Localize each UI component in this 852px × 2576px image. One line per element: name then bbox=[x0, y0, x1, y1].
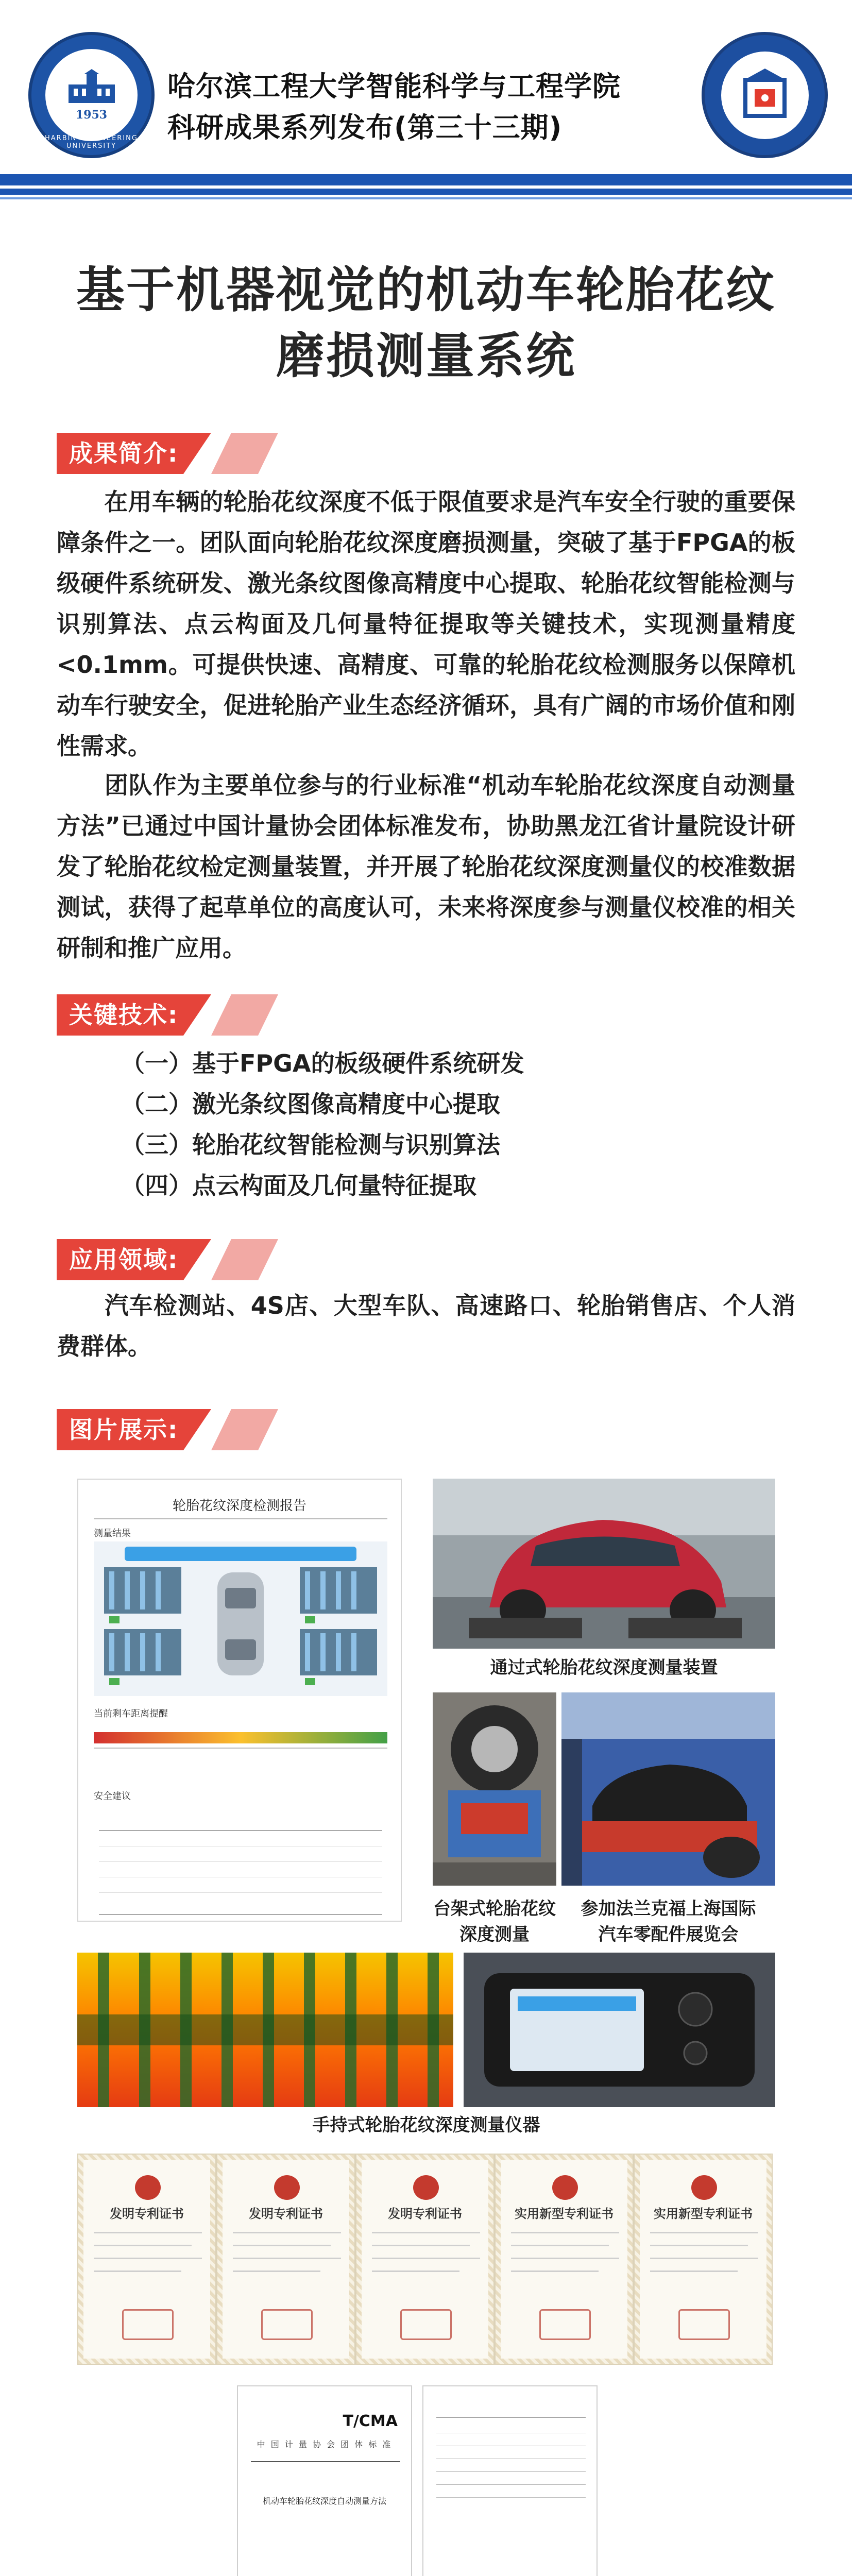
university-logo bbox=[28, 32, 155, 158]
key-tech-item-1: （一）基于FPGA的板级硬件系统研发 bbox=[121, 1049, 524, 1077]
seal-icon bbox=[261, 2309, 313, 2340]
intro-paragraph-2: 团队作为主要单位参与的行业标准“机动车轮胎花纹深度自动测量方法”已通过中国计量协会团体标准发布，协助黑龙江省计量院设计研发了轮胎花纹检定测量装置，并开展了轮胎花纹深度测量仪的校准数据测试，获得了起草单位的高度认可，未来将深度参与测量仪校准的相关研制和推广应用。 bbox=[57, 771, 795, 962]
standard-code: T/CMA bbox=[343, 2412, 398, 2430]
header-stripe-light bbox=[0, 197, 852, 199]
section-title-gallery: 图片展示: bbox=[69, 1416, 179, 1444]
patent-certificate: 发明专利证书 bbox=[355, 2154, 495, 2365]
poster-title-line1: 基于机器视觉的机动车轮胎花纹 bbox=[76, 262, 776, 318]
standard-title: 机动车轮胎花纹深度自动测量方法 bbox=[262, 2496, 386, 2506]
header-stripe-thin bbox=[0, 189, 852, 195]
poster-title bbox=[0, 258, 852, 389]
school-title: 哈尔滨工程大学智能科学与工程学院 bbox=[167, 70, 621, 103]
inspection-report-image bbox=[77, 1479, 402, 1922]
logo-year: 1953 bbox=[75, 108, 108, 122]
key-tech-item-3: （三）轮胎花纹智能检测与识别算法 bbox=[121, 1131, 500, 1159]
emblem-icon bbox=[135, 2175, 161, 2200]
standard-inner-page bbox=[422, 2385, 598, 2576]
logo-ring-text: HARBIN ENGINEERING UNIVERSITY bbox=[45, 134, 138, 150]
section-title-key-tech: 关键技术: bbox=[69, 1001, 179, 1029]
gauge-bar bbox=[94, 1722, 387, 1758]
utility-patent-certificate: 实用新型专利证书 bbox=[495, 2154, 634, 2365]
building-icon bbox=[63, 69, 120, 105]
report-section-advice: 安全建议 bbox=[94, 1791, 131, 1802]
caption-handheld: 手持式轮胎花纹深度测量仪器 bbox=[312, 2115, 540, 2136]
caption-expo bbox=[561, 1896, 775, 1947]
poster-title-line2: 磨损测量系统 bbox=[276, 328, 576, 384]
caption-bench bbox=[420, 1896, 569, 1947]
tire-diagram bbox=[94, 1541, 387, 1696]
section-header-intro bbox=[57, 433, 278, 474]
intro-paragraph-1: 在用车辆的轮胎花纹深度不低于限值要求是汽车安全行驶的重要保障条件之一。团队面向轮胎花纹深度磨损测量，突破了基于FPGA的板级硬件系统研发、激光条纹图像高精度中心提取、轮胎花纹智能检测与识别算法、点云构面及几何量特征提取等关键技术，实现测量精度<0.1mm。可提供快速、高精度、可靠的轮胎花纹检测服务以保障机动车行驶安全，促进轮胎产业生态经济循环，具有广阔的市场价值和刚性需求。 bbox=[57, 488, 795, 760]
report-table bbox=[99, 1830, 382, 1915]
section-header-key-tech bbox=[57, 994, 278, 1036]
key-tech-item-4: （四）点云构面及几何量特征提取 bbox=[121, 1172, 476, 1199]
patent-certificate: 发明专利证书 bbox=[77, 2154, 216, 2365]
section-title-intro: 成果简介: bbox=[69, 439, 179, 467]
application-text: 汽车检测站、4S店、大型车队、高速路口、轮胎销售店、个人消费群体。 bbox=[57, 1292, 795, 1360]
bench-device-photo bbox=[433, 1692, 556, 1886]
caption-pass-through: 通过式轮胎花纹深度测量装置 bbox=[490, 1657, 718, 1678]
caption-bench-line1: 台架式轮胎花纹 bbox=[433, 1899, 556, 1919]
seal-icon bbox=[539, 2309, 591, 2340]
patent-certificate: 发明专利证书 bbox=[216, 2154, 355, 2365]
emblem-icon bbox=[274, 2175, 300, 2200]
seal-icon bbox=[678, 2309, 730, 2340]
emblem-icon bbox=[691, 2175, 717, 2200]
pass-through-device-photo bbox=[433, 1479, 775, 1649]
seal-icon bbox=[400, 2309, 452, 2340]
report-section-result: 测量结果 bbox=[94, 1528, 131, 1539]
section-header-gallery bbox=[57, 1409, 278, 1450]
standard-org: 中 国 计 量 协 会 团 体 标 准 bbox=[257, 2439, 393, 2449]
handheld-device-photo bbox=[464, 1953, 775, 2107]
utility-patent-certificate: 实用新型专利证书 bbox=[634, 2154, 773, 2365]
emblem-icon bbox=[413, 2175, 439, 2200]
caption-expo-line2: 汽车零配件展览会 bbox=[598, 1924, 739, 1945]
caption-bench-line2: 深度测量 bbox=[459, 1924, 530, 1945]
group-standard-cover bbox=[237, 2385, 412, 2576]
header-stripe bbox=[0, 174, 852, 185]
tread-scan-image bbox=[77, 1953, 453, 2107]
seal-icon bbox=[122, 2309, 174, 2340]
caption-expo-line1: 参加法兰克福上海国际 bbox=[581, 1899, 756, 1919]
series-title: 科研成果系列发布(第三十三期) bbox=[167, 111, 563, 144]
page-header bbox=[0, 0, 852, 183]
section-title-application: 应用领域: bbox=[69, 1246, 179, 1274]
emblem-icon bbox=[552, 2175, 578, 2200]
expo-photo bbox=[561, 1692, 775, 1886]
college-logo bbox=[702, 32, 828, 158]
report-title: 轮胎花纹深度检测报告 bbox=[172, 1498, 306, 1514]
report-section-distance: 当前剩车距离提醒 bbox=[94, 1708, 168, 1719]
college-emblem-icon bbox=[734, 64, 796, 126]
section-header-application bbox=[57, 1239, 278, 1280]
key-tech-item-2: （二）激光条纹图像高精度中心提取 bbox=[121, 1090, 500, 1118]
